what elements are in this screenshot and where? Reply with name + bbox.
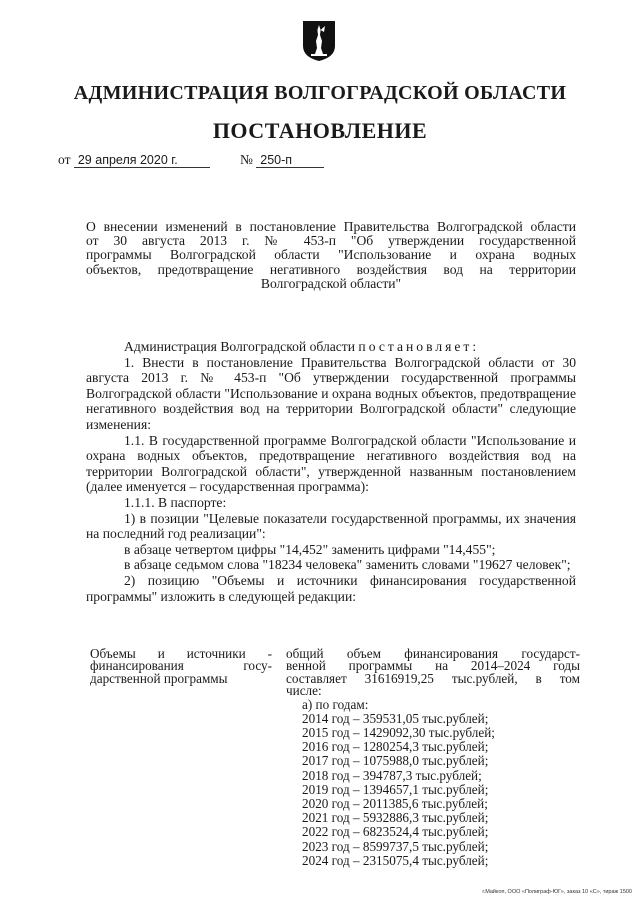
intro-verb: постановляет: <box>358 339 480 354</box>
by-years-label: а) по годам: <box>302 696 369 712</box>
number-prefix: № <box>240 152 253 167</box>
year-item: 2014 год – 359531,05 тыс.рублей; <box>302 710 489 726</box>
financing-table-label-cell <box>90 648 272 685</box>
subject-line: объектов, предотвращение негативного воздействия вод на территории <box>86 261 576 277</box>
document-subject <box>86 220 576 291</box>
printer-imprint: г.Майкоп, ООО «Полиграф-ЮГ», заказ 10 «С», тираж 1500 <box>482 889 632 895</box>
document-body <box>86 339 576 604</box>
paragraph-4-change: в абзаце четвертом цифры "14,452" заменить цифрами "14,455"; <box>124 541 496 557</box>
organization-title: АДМИНИСТРАЦИЯ ВОЛГОГРАДСКОЙ ОБЛАСТИ <box>73 82 567 104</box>
document-number-line <box>240 152 324 168</box>
document-type-title: ПОСТАНОВЛЕНИЕ <box>212 118 428 143</box>
subject-line: программы Волгоградской области "Использование и охрана водных <box>86 247 576 263</box>
subject-line: от 30 августа 2013 г. № 453-п "Об утверждении государственной <box>86 233 576 249</box>
coat-of-arms-emblem-icon <box>302 20 336 62</box>
item-1-1-1-paragraph: 1.1.1. В паспорте: <box>124 494 227 510</box>
year-item: 2023 год – 8599737,5 тыс.рублей; <box>302 838 489 854</box>
value-line: общий объем финансирования государст- <box>286 646 580 661</box>
year-item: 2018 год – 394787,3 тыс.рублей; <box>302 767 482 783</box>
document-number: 250-п <box>256 153 324 168</box>
item-1-1-paragraph: 1.1. В государственной программе Волгоградской области "Использование и охрана водных объектов, предотвращение негативного воздействия вод на территории Волгоградской области", утвержденной названным постановлением (далее именуется – государственная программа): <box>86 432 576 495</box>
intro-text: Администрация Волгоградской области <box>124 339 356 354</box>
year-item: 2021 год – 5932886,3 тыс.рублей; <box>302 810 489 826</box>
item-1-paragraph: 1. Внести в постановление Правительства Волгоградской области от 30 августа 2013 г. № 453-п "Об утверждении государственной программы Волгоградской области "Использование и охрана водных объектов, предотвращение негативного воздействия вод на территории Волгоградской области" следующие изменения: <box>86 354 576 432</box>
year-item: 2022 год – 6823524,4 тыс.рублей; <box>302 824 489 840</box>
year-item: 2016 год – 1280254,3 тыс.рублей; <box>302 739 489 755</box>
value-line: составляет 31616919,25 тыс.рублей, в том <box>286 670 580 686</box>
year-item: 2019 год – 1394657,1 тыс.рублей; <box>302 781 489 797</box>
date-prefix: от <box>58 152 71 167</box>
document-date-line <box>58 152 210 168</box>
label-line: Объемы и источники - <box>90 646 272 661</box>
years-list <box>286 698 580 868</box>
value-line: венной программы на 2014–2024 годы <box>286 658 580 674</box>
intro-paragraph <box>86 339 576 355</box>
paragraph-7-change: в абзаце седьмом слова "18234 человека" заменить словами "19627 человек"; <box>124 557 571 573</box>
year-item: 2017 год – 1075988,0 тыс.рублей; <box>302 753 489 769</box>
year-item: 2020 год – 2011385,6 тыс.рублей; <box>302 796 488 812</box>
year-item: 2024 год – 2315075,4 тыс.рублей; <box>302 852 489 868</box>
financing-table-value-cell <box>286 648 580 868</box>
subject-line: Волгоградской области" <box>260 275 402 291</box>
subject-line: О внесении изменений в постановление Правительства Волгоградской области <box>86 219 576 234</box>
label-line: финансирования госу- <box>90 658 272 674</box>
document-date: 29 апреля 2020 г. <box>74 153 210 168</box>
value-line: числе: <box>286 683 322 699</box>
label-line: дарственной программы <box>90 670 228 686</box>
year-item: 2015 год – 1429092,30 тыс.рублей; <box>302 725 495 741</box>
position-1-paragraph: 1) в позиции "Целевые показатели государственной программы, их значения на последний год реализации": <box>86 510 576 542</box>
position-2-paragraph: 2) позицию "Объемы и источники финансирования государственной программы" изложить в следующей редакции: <box>86 572 576 604</box>
